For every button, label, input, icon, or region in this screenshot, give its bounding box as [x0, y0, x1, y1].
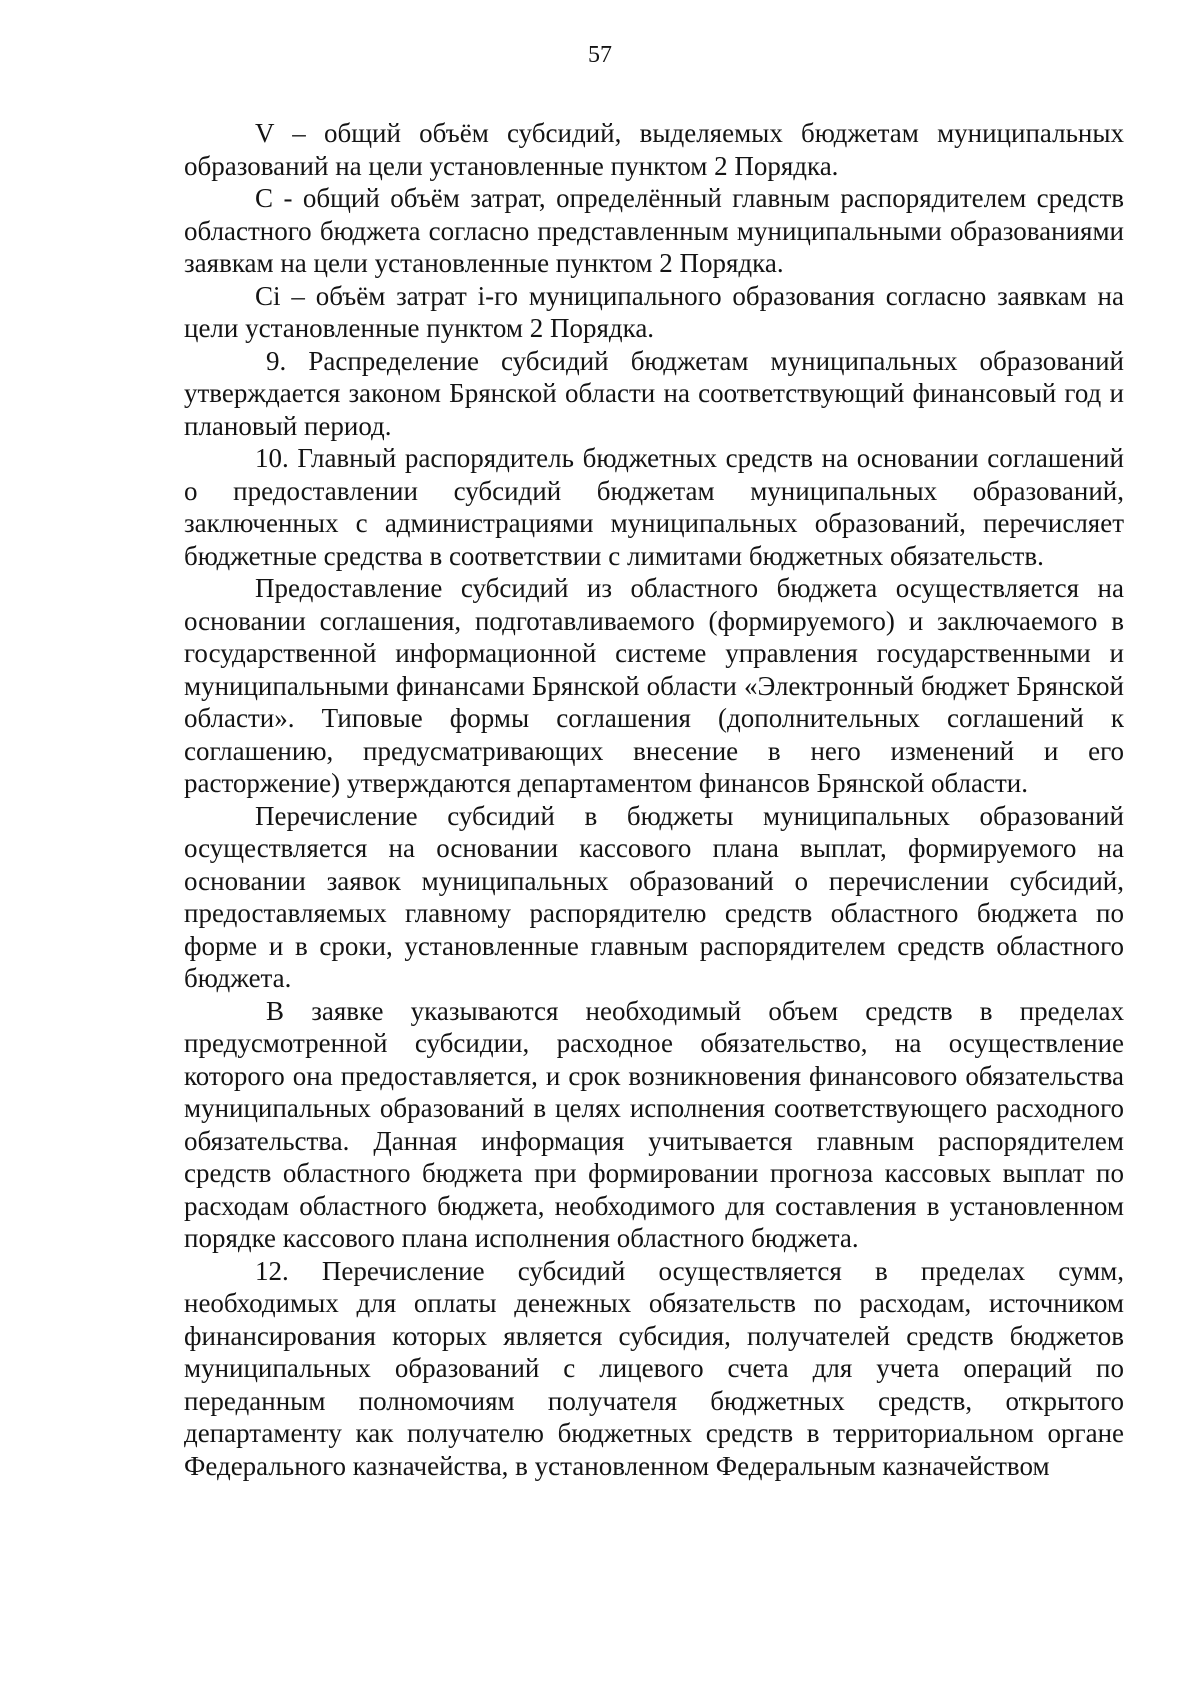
- paragraph-agreement: Предоставление субсидий из областного бюджета осуществляется на основании соглашения, подготавливаемого (формируемого) и заключаемого в государственной информационной системе управления государственными и муниципальными финансами Брянской области «Электронный бюджет Брянской области». Типовые формы соглашения (дополнительных соглашений к соглашению, предусматривающих внесение в него изменений и его расторжение) утверждаются департаментом финансов Брянской области.: [184, 573, 1124, 798]
- paragraph-item-12: 12. Перечисление субсидий осуществляется в пределах сумм, необходимых для оплаты денежных обязательств по расходам, источником финансирования которых является субсидия, получателей средств бюджетов муниципальных образований с лицевого счета для учета операций по переданным полномочиям получателя бюджетных средств, открытого департаменту как получателю бюджетных средств в территориальном органе Федерального казначейства, в установленном Федеральным казначейством: [184, 1255, 1124, 1481]
- paragraph-c-definition: С - общий объём затрат, определённый главным распорядителем средств областного бюджета согласно представленным муниципальными образованиями заявкам на цели установленные пунктом 2 Порядка.: [184, 183, 1124, 278]
- paragraph-item-9: 9. Распределение субсидий бюджетам муниципальных образований утверждается законом Брянской области на соответствующий финансовый год и плановый период.: [184, 345, 1124, 441]
- paragraph-v-definition: V – общий объём субсидий, выделяемых бюджетам муниципальных образований на цели установленные пунктом 2 Порядка.: [184, 118, 1124, 181]
- paragraph-application: В заявке указываются необходимый объем средств в пределах предусмотренной субсидии, расходное обязательство, на осуществление которого она предоставляется, и срок возникновения финансового обязательства муниципальных образований в целях исполнения соответствующего расходного обязательства. Данная информация учитывается главным распорядителем средств областного бюджета при формировании прогноза кассовых выплат по расходам областного бюджета, необходимого для составления в установленном порядке кассового плана исполнения областного бюджета.: [184, 995, 1124, 1253]
- paragraph-ci-definition: Сi – объём затрат i-го муниципального образования согласно заявкам на цели установленные пунктом 2 Порядка.: [184, 280, 1124, 343]
- page-number: 57: [588, 42, 612, 68]
- document-body: [184, 117, 1124, 1482]
- paragraph-transfer: Перечисление субсидий в бюджеты муниципальных образований осуществляется на основании кассового плана выплат, формируемого на основании заявок муниципальных образований о перечислении субсидий, предоставляемых главному распорядителю средств областного бюджета по форме и в сроки, установленные главным распорядителем средств областного бюджета.: [184, 800, 1124, 993]
- paragraph-item-10: 10. Главный распорядитель бюджетных средств на основании соглашений о предоставлении субсидий бюджетам муниципальных образований, заключенных с администрациями муниципальных образований, перечисляет бюджетные средства в соответствии с лимитами бюджетных обязательств.: [184, 443, 1124, 571]
